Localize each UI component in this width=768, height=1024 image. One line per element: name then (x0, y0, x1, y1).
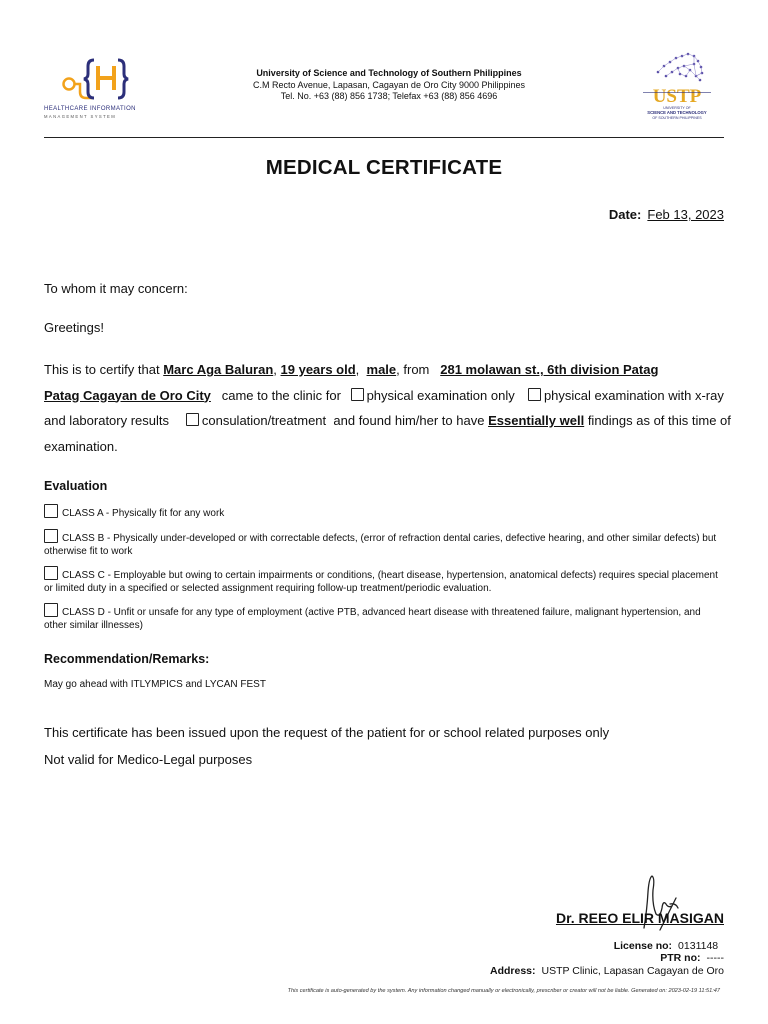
university-address: C.M Recto Avenue, Lapasan, Cagayan de Oro City 9000 Philippines (253, 79, 525, 90)
checkbox-class-c[interactable] (44, 566, 58, 580)
checkbox-class-d[interactable] (44, 603, 58, 617)
date-value: Feb 13, 2023 (647, 207, 724, 222)
certify-text-from: from (403, 362, 430, 377)
address-row (490, 965, 724, 977)
healthcare-logo-text (44, 106, 154, 120)
date-row (609, 207, 724, 222)
certify-text-intro: This is to certify that (44, 362, 160, 377)
system-disclaimer: This certificate is auto-generated by the system. Any information changed manually or electronically, prescriber or creator will not be liable. Generated on: 2023-02-19 11:51:47 (287, 988, 720, 994)
evaluation-heading: Evaluation (44, 479, 108, 493)
healthcare-h-logo-icon (44, 52, 154, 108)
patient-address-line-1: 281 molawan st., 6th division Patag (440, 362, 659, 377)
recommendation-heading: Recommendation/Remarks: (44, 652, 210, 666)
evaluation-class-b (44, 529, 724, 558)
letterhead (44, 50, 724, 136)
university-info (174, 68, 604, 103)
doctor-name: Dr. REEO ELIR MASIGAN (555, 910, 724, 926)
greeting: Greetings! (44, 320, 104, 335)
ustp-tagline-1: UNIVERSITY OF (663, 106, 691, 110)
patient-address-line-2: Patag Cagayan de Oro City (44, 387, 211, 403)
date-label: Date: (608, 207, 642, 222)
patient-age: 19 years old (280, 362, 356, 377)
university-name: University of Science and Technology of Southern Philippines (256, 68, 522, 78)
ptr-value: ----- (706, 952, 724, 964)
ustp-logo (640, 46, 714, 126)
header-divider (44, 137, 724, 138)
checkbox-consultation[interactable] (186, 413, 199, 426)
option-physical-exam-xray: physical examination with x-ray and laboratory results (44, 387, 724, 428)
checkbox-class-b[interactable] (44, 529, 58, 543)
ptr-row (660, 952, 724, 964)
certification-body: This is to certify that Marc Aga Baluran, 19 years old, male, from 281 molawan st., 6th division Patag Patag Cagayan de Oro City came to the clinic for physical examination only physical examination with x-ray and laboratory results consulation/treatment and found him/her to have Essentially well findings as of this time of examination. (44, 362, 731, 454)
option-consultation: consulation/treatment (201, 413, 327, 428)
class-a-text: CLASS A - Physically fit for any work (62, 508, 225, 519)
certify-text-found: and found him/her to have (333, 413, 485, 428)
checkbox-class-a[interactable] (44, 504, 58, 518)
healthcare-logo (44, 52, 154, 122)
class-c-text: CLASS C - Employable but owing to certain impairments or conditions, (heart disease, hypertension, anatomical defects) requires special placement or limited duty in a specified or selected assignment requiring follow-up treatment/periodic evaluation. (44, 570, 718, 594)
issued-statement: This certificate has been issued upon the request of the patient for or school related purposes only (44, 725, 610, 740)
ustp-wordmark: USTP (652, 86, 702, 107)
address-label: Address: (489, 965, 536, 977)
class-b-text: CLASS B - Physically under-developed or with correctable defects, (error of refraction dental caries, defective hearing, and other similar defects) but otherwise fit to work (44, 533, 717, 557)
ptr-label: PTR no: (660, 952, 701, 964)
certify-text-end: findings as of this time of examination. (44, 413, 731, 454)
option-physical-exam-only: physical examination only (366, 387, 515, 403)
license-label: License no: (613, 940, 673, 952)
logo-line-1: HEALTHCARE INFORMATION (44, 106, 136, 112)
not-valid-statement: Not valid for Medico-Legal purposes (44, 752, 253, 767)
ustp-logo-icon (640, 46, 714, 126)
class-d-text: CLASS D - Unfit or unsafe for any type of employment (active PTB, advanced heart disease with threatened failure, malignant hypertension, and other similar illnesses) (44, 607, 701, 631)
license-row (614, 940, 724, 952)
recommendation-text: May go ahead with ITLYMPICS and LYCAN FEST (44, 679, 266, 690)
patient-sex: male (366, 362, 397, 377)
checkbox-physical-exam-only[interactable] (351, 388, 364, 401)
ustp-tagline-2: SCIENCE AND TECHNOLOGY (647, 110, 707, 115)
evaluation-class-c (44, 566, 724, 595)
patient-name: Marc Aga Baluran (163, 362, 274, 377)
certify-text-came: came to the clinic for (221, 387, 341, 403)
salutation: To whom it may concern: (44, 281, 188, 296)
finding-result: Essentially well (488, 413, 585, 428)
address-value: USTP Clinic, Lapasan Cagayan de Oro (541, 965, 724, 977)
document-title: MEDICAL CERTIFICATE (265, 156, 503, 179)
university-contact: Tel. No. +63 (88) 856 1738; Telefax +63 (88) 856 4696 (280, 91, 498, 101)
ustp-tagline-3: OF SOUTHERN PHILIPPINES (652, 116, 702, 120)
checkbox-physical-exam-xray[interactable] (528, 388, 541, 401)
evaluation-class-a (44, 504, 724, 521)
license-value: 0131148 (678, 940, 719, 952)
evaluation-class-d (44, 603, 724, 632)
logo-line-2: MANAGEMENT SYSTEM (44, 114, 117, 119)
